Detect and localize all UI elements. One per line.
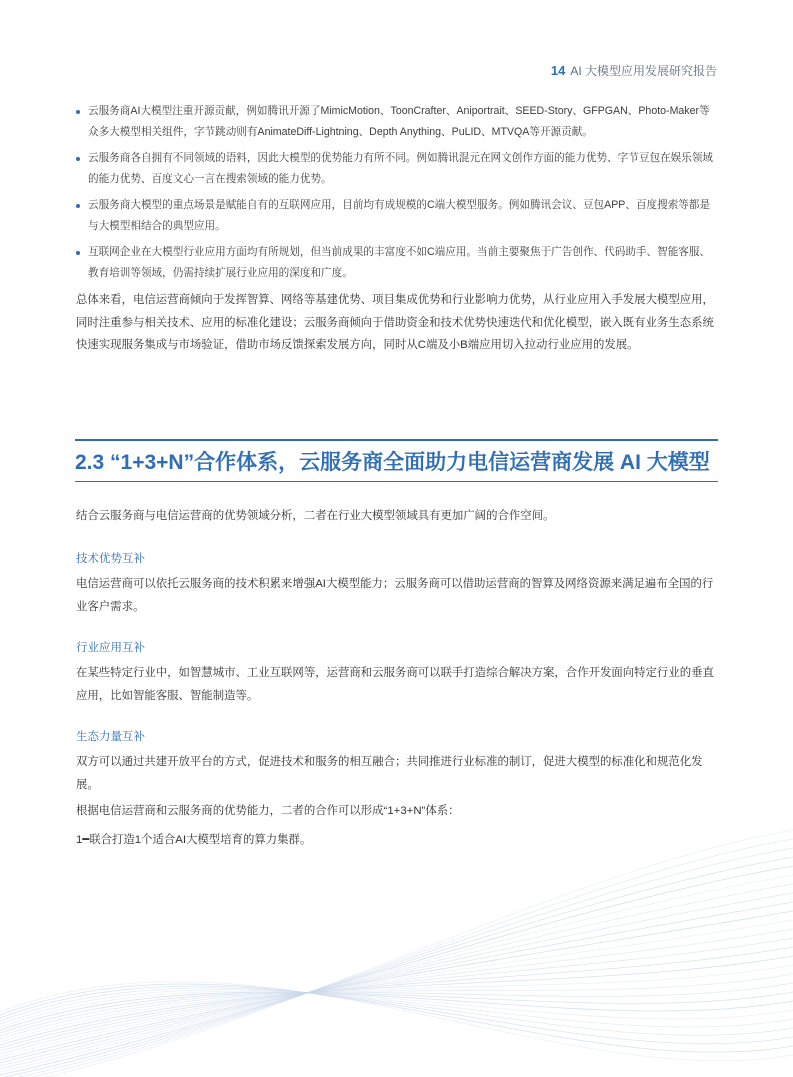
- closing-item: 1━联合打造1个适合AI大模型培育的算力集群。: [76, 834, 312, 846]
- subsection-heading-industry: 行业应用互补: [76, 642, 145, 654]
- summary-paragraph: 总体来看，电信运营商倾向于发挥智算、网络等基建优势、项目集成优势和行业影响力优势，从行业应用入手发展大模型应用，同时注重参与相关技术、应用的标准化建设；云服务商倾向于借助资金和技术优势快速迭代和优化模型，嵌入既有业务生态系统快速实现服务集成与市场验证，借助市场反馈探索发展方向，同时从C端及小B端应用切入拉动行业应用的发展。: [76, 294, 714, 351]
- bullet-item: [76, 148, 718, 190]
- section-heading: 2.3 “1+3+N”合作体系，云服务商全面助力电信运营商发展 AI 大模型: [75, 451, 710, 474]
- subsection-body-ecosystem: 双方可以通过共建开放平台的方式，促进技术和服务的相互融合；共同推进行业标准的制订，促进大模型的标准化和规范化发展。: [76, 756, 703, 791]
- subsection-body-tech: 电信运营商可以依托云服务商的技术积累来增强AI大模型能力；云服务商可以借助运营商的智算及网络资源来满足遍布全国的行业客户需求。: [76, 578, 714, 613]
- section-divider-bottom: [75, 481, 718, 482]
- section-intro: 结合云服务商与电信运营商的优势领域分析，二者在行业大模型领域具有更加广阔的合作空间。: [76, 510, 555, 522]
- bullet-item: [76, 195, 718, 237]
- subsection-heading-tech: 技术优势互补: [76, 553, 145, 565]
- wave-line: [0, 974, 793, 1039]
- bullet-item: [76, 242, 718, 284]
- bullet-dot-icon: [76, 110, 80, 114]
- page-header: [551, 62, 717, 79]
- bullet-dot-icon: [76, 204, 80, 208]
- wave-line: [0, 875, 793, 1072]
- subsection-heading-ecosystem: 生态力量互补: [76, 731, 145, 743]
- page-number: 14: [550, 63, 566, 78]
- wave-line: [0, 984, 793, 1052]
- bullet-text: 云服务商各自拥有不同领域的语料，因此大模型的优势能力有所不同。例如腾讯混元在网文创作方面的能力优势、字节豆包在娱乐领域的能力优势、百度文心一言在搜索领域的能力优势。: [88, 152, 714, 185]
- bullet-list: [76, 101, 718, 289]
- bullet-item: [76, 101, 718, 143]
- wave-line: [0, 947, 793, 1048]
- closing-paragraph: 根据电信运营商和云服务商的优势能力，二者的合作可以形成“1+3+N”体系：: [76, 805, 460, 817]
- subsection-body-industry: 在某些特定行业中，如智慧城市、工业互联网等，运营商和云服务商可以联手打造综合解决方案，合作开发面向特定行业的垂直应用，比如智能客服、智能制造等。: [76, 667, 714, 702]
- bullet-text: 云服务商AI大模型注重开源贡献，例如腾讯开源了MimicMotion、ToonCrafter、Aniportrait、SEED-Story、GFPGAN、Photo-Maker等众多大模型相关组件，字节跳动则有AnimateDiff-Lightning、Depth Anything、PuLID、MTVQA等开源贡献。: [88, 105, 710, 138]
- wave-line: [0, 902, 793, 1063]
- bullet-dot-icon: [76, 157, 80, 161]
- section-divider-top: [75, 439, 718, 441]
- report-title: AI 大模型应用发展研究报告: [570, 64, 717, 78]
- wave-line: [0, 990, 793, 1027]
- bullet-text: 互联网企业在大模型行业应用方面均有所规划，但当前成果的丰富度不如C端应用。当前主要聚焦于广告创作、代码助手、智能客服、教育培训等领域，仍需持续扩展行业应用的深度和广度。: [88, 246, 711, 279]
- bullet-dot-icon: [76, 251, 80, 255]
- wave-line: [0, 911, 793, 1060]
- bullet-text: 云服务商大模型的重点场景是赋能自有的互联网应用，目前均有成规模的C端大模型服务。例如腾讯会议、豆包APP、百度搜索等都是与大模型相结合的典型应用。: [88, 199, 711, 232]
